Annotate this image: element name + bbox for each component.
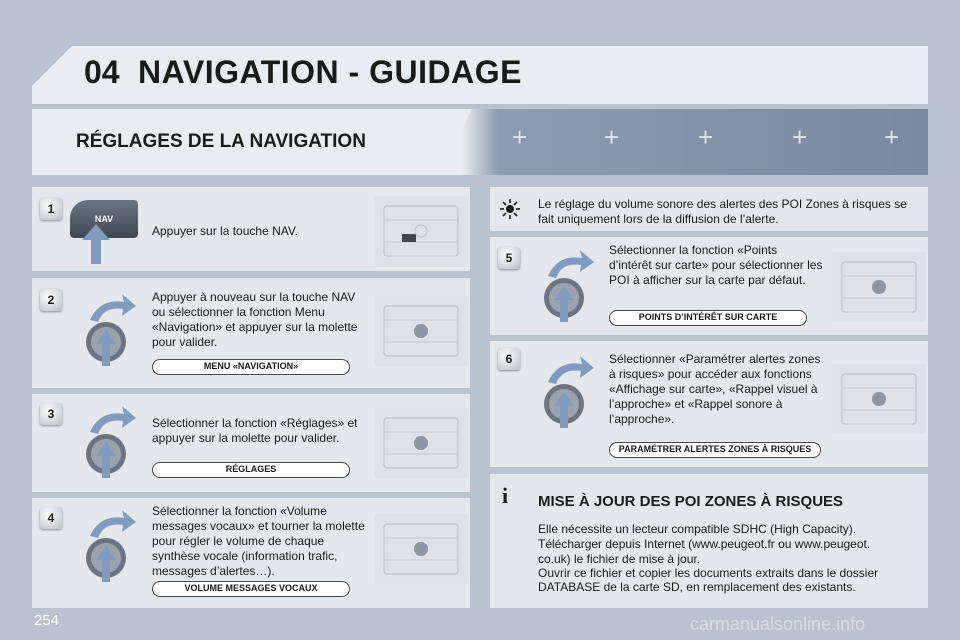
plus-decoration: + [792,122,808,152]
plus-decoration: + [698,122,714,152]
page-number: 254 [34,612,60,629]
step-6-text: Sélectionner «Paramétrer alertes zones à risques» pour accéder aux fonctions «Affichage sur carte», «Rappel visuel à l’approche» et «Rappel sonore à l’approche». [609,352,821,426]
tip-text: Le réglage du volume sonore des alertes des POI Zones à risques se fait uniquement lors de la diffusion de l’alerte. [538,197,907,226]
step-2-text: Appuyer à nouveau sur la touche NAV ou sélectionner la fonction Menu «Navigation» et appuyer sur la molette pour valider. [152,290,358,349]
step-5-text: Sélectionner la fonction «Points d’intérêt sur carte» pour sélectionner les POI à afficher sur la carte par défaut. [609,243,823,287]
info-line-1: Elle nécessite un lecteur compatible SDHC (High Capacity). [538,522,857,536]
radio-unit-image [374,514,468,584]
knob-rotate-icon [78,292,136,370]
step-4-text: Sélectionner la fonction «Volume messages vocaux» et tourner la molette pour régler le volume de chaque synthèse vocale (information trafic, messages d’alertes…). [152,504,365,578]
radio-unit-icon [374,514,468,584]
section-title: RÉGLAGES DE LA NAVIGATION [76,131,366,152]
radio-unit-image [832,364,926,434]
volume-messages-pill: VOLUME MESSAGES VOCAUX [152,581,350,597]
step-3-text: Sélectionner la fonction «Réglages» et appuyer sur la molette pour valider. [152,416,358,445]
radio-unit-image [374,296,468,366]
plus-decoration: + [604,122,620,152]
radio-unit-icon [374,196,468,266]
watermark: carmanualsonline.info [690,614,866,634]
knob-rotate-icon [78,404,136,482]
plus-decoration: + [512,122,528,152]
info-line-3: co.uk) le fichier de mise à jour. [538,552,701,566]
knob-rotate-icon [536,354,594,432]
step-6-number: 6 [498,348,520,370]
reglages-pill: RÉGLAGES [152,462,350,478]
arrow-up-icon [82,224,110,264]
plus-decoration: + [884,122,900,152]
step-1-number: 1 [40,198,62,220]
info-line-2: Télécharger depuis Internet (www.peugeot.fr ou www.peugeot. [538,537,871,551]
chapter-number: 04 [84,54,120,90]
radio-unit-icon [832,364,926,434]
menu-navigation-pill: MENU «NAVIGATION» [152,359,350,375]
knob-rotate-icon [78,508,136,586]
radio-unit-icon [374,408,468,478]
parametrer-alertes-pill: PARAMÉTRER ALERTES ZONES À RISQUES [609,442,821,458]
step-3-number: 3 [40,403,62,425]
sun-tip-icon [500,199,520,219]
info-title: MISE À JOUR DES POI ZONES À RISQUES [538,493,844,510]
radio-unit-icon [374,296,468,366]
page-title: NAVIGATION - GUIDAGE [138,54,522,90]
nav-key: NAV [70,200,138,238]
points-interet-pill: POINTS D’INTÉRÊT SUR CARTE [609,310,807,326]
radio-unit-image [374,408,468,478]
radio-unit-image [832,252,926,322]
step-5-number: 5 [498,247,520,269]
step-2-number: 2 [40,289,62,311]
radio-unit-icon [832,252,926,322]
step-1-text: Appuyer sur la touche NAV. [152,224,299,238]
info-line-5: DATABASE de la carte SD, en remplacement des existants. [538,580,856,594]
step-4-number: 4 [40,507,62,529]
radio-unit-image [374,196,468,266]
info-icon: i [502,483,509,508]
info-line-4: Ouvrir ce fichier et copier les documents extraits dans le dossier [538,566,879,580]
knob-rotate-icon [536,248,594,326]
